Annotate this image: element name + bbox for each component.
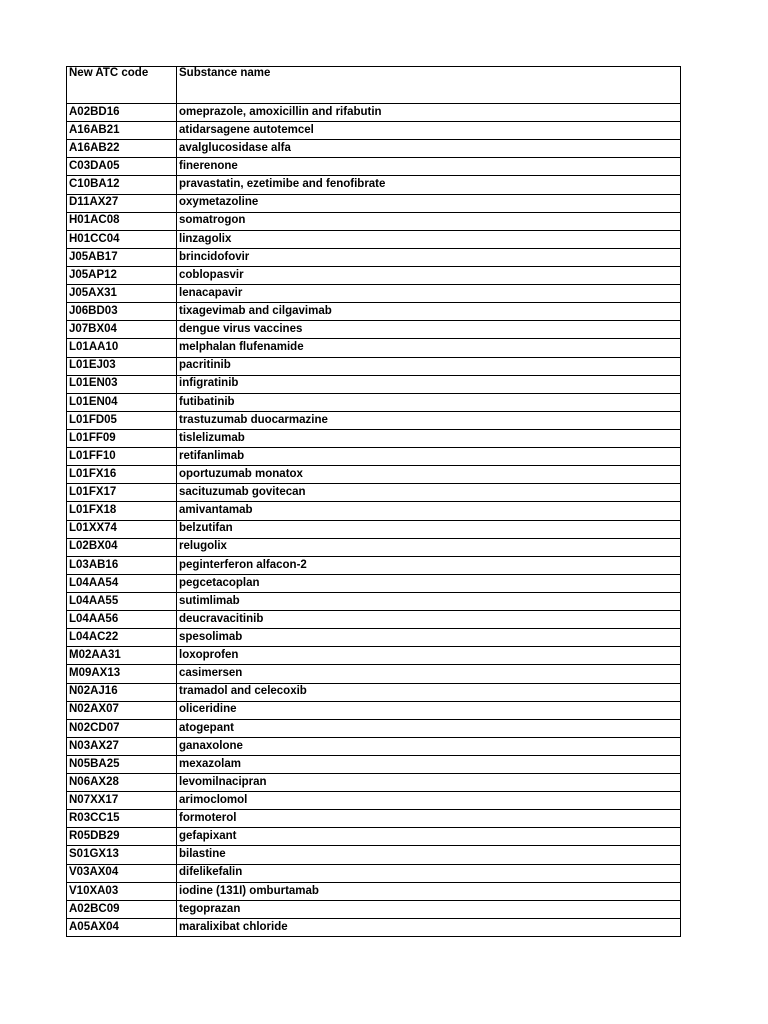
substance-name-cell: coblopasvir (177, 266, 681, 284)
atc-code-cell: C10BA12 (67, 176, 177, 194)
atc-code-cell: L02BX04 (67, 538, 177, 556)
table-row (67, 882, 681, 900)
atc-code-cell: A05AX04 (67, 918, 177, 936)
table-row (67, 520, 681, 538)
table-row (67, 918, 681, 936)
atc-code-cell: R05DB29 (67, 828, 177, 846)
substance-name-cell: maralixibat chloride (177, 918, 681, 936)
atc-code-cell: L01AA10 (67, 339, 177, 357)
atc-code-cell: L01FF09 (67, 429, 177, 447)
substance-name-cell: atogepant (177, 719, 681, 737)
substance-name-cell: pravastatin, ezetimibe and fenofibrate (177, 176, 681, 194)
substance-name-cell: atidarsagene autotemcel (177, 122, 681, 140)
table-row (67, 303, 681, 321)
atc-code-cell: L01FF10 (67, 448, 177, 466)
substance-name-cell: arimoclomol (177, 792, 681, 810)
atc-code-cell: R03CC15 (67, 810, 177, 828)
atc-code-cell: J05AB17 (67, 248, 177, 266)
substance-name-cell: tislelizumab (177, 429, 681, 447)
substance-name-cell: melphalan flufenamide (177, 339, 681, 357)
substance-name-cell: finerenone (177, 158, 681, 176)
substance-name-cell: pegcetacoplan (177, 574, 681, 592)
table-row (67, 411, 681, 429)
substance-name-cell: omeprazole, amoxicillin and rifabutin (177, 104, 681, 122)
atc-code-cell: L01XX74 (67, 520, 177, 538)
table-row (67, 810, 681, 828)
table-row (67, 900, 681, 918)
substance-name-cell: dengue virus vaccines (177, 321, 681, 339)
atc-code-cell: N05BA25 (67, 755, 177, 773)
atc-code-cell: L01FD05 (67, 411, 177, 429)
atc-code-cell: A02BD16 (67, 104, 177, 122)
substance-name-cell: difelikefalin (177, 864, 681, 882)
table-row (67, 792, 681, 810)
table-row (67, 665, 681, 683)
table-row (67, 104, 681, 122)
substance-name-cell: tixagevimab and cilgavimab (177, 303, 681, 321)
substance-name-cell: peginterferon alfacon-2 (177, 556, 681, 574)
atc-code-cell: L01EN04 (67, 393, 177, 411)
table-row (67, 864, 681, 882)
atc-code-cell: J07BX04 (67, 321, 177, 339)
table-row (67, 774, 681, 792)
atc-code-cell: L01EN03 (67, 375, 177, 393)
table-row (67, 611, 681, 629)
atc-code-cell: V03AX04 (67, 864, 177, 882)
table-body (67, 104, 681, 937)
table-row (67, 466, 681, 484)
atc-code-cell: L01EJ03 (67, 357, 177, 375)
table-row (67, 393, 681, 411)
table-row (67, 212, 681, 230)
atc-code-cell: S01GX13 (67, 846, 177, 864)
substance-name-cell: bilastine (177, 846, 681, 864)
table-row (67, 592, 681, 610)
atc-code-cell: M09AX13 (67, 665, 177, 683)
table-row (67, 339, 681, 357)
table-row (67, 194, 681, 212)
table-row (67, 357, 681, 375)
substance-name-cell: tramadol and celecoxib (177, 683, 681, 701)
substance-name-cell: retifanlimab (177, 448, 681, 466)
atc-code-cell: J05AX31 (67, 285, 177, 303)
table-row (67, 248, 681, 266)
table-row (67, 448, 681, 466)
table-row (67, 629, 681, 647)
atc-code-cell: V10XA03 (67, 882, 177, 900)
substance-name-cell: oliceridine (177, 701, 681, 719)
substance-name-cell: sacituzumab govitecan (177, 484, 681, 502)
header-atc-code: New ATC code (67, 67, 177, 104)
atc-code-cell: L04AA54 (67, 574, 177, 592)
substance-name-cell: deucravacitinib (177, 611, 681, 629)
atc-code-cell: L04AA56 (67, 611, 177, 629)
substance-name-cell: trastuzumab duocarmazine (177, 411, 681, 429)
atc-code-cell: N06AX28 (67, 774, 177, 792)
substance-name-cell: relugolix (177, 538, 681, 556)
substance-name-cell: tegoprazan (177, 900, 681, 918)
table-row (67, 755, 681, 773)
substance-name-cell: infigratinib (177, 375, 681, 393)
table-row (67, 647, 681, 665)
substance-name-cell: pacritinib (177, 357, 681, 375)
substance-name-cell: brincidofovir (177, 248, 681, 266)
atc-code-cell: N07XX17 (67, 792, 177, 810)
table-row (67, 375, 681, 393)
substance-name-cell: amivantamab (177, 502, 681, 520)
substance-name-cell: loxoprofen (177, 647, 681, 665)
atc-code-cell: H01AC08 (67, 212, 177, 230)
table-row (67, 230, 681, 248)
atc-code-cell: M02AA31 (67, 647, 177, 665)
atc-code-cell: L01FX16 (67, 466, 177, 484)
table-row (67, 176, 681, 194)
atc-code-cell: J05AP12 (67, 266, 177, 284)
substance-name-cell: ganaxolone (177, 737, 681, 755)
atc-code-cell: J06BD03 (67, 303, 177, 321)
atc-code-cell: H01CC04 (67, 230, 177, 248)
atc-code-cell: L04AC22 (67, 629, 177, 647)
substance-name-cell: gefapixant (177, 828, 681, 846)
atc-code-cell: N03AX27 (67, 737, 177, 755)
substance-name-cell: linzagolix (177, 230, 681, 248)
table-row (67, 140, 681, 158)
table-row (67, 122, 681, 140)
substance-name-cell: levomilnacipran (177, 774, 681, 792)
substance-name-cell: mexazolam (177, 755, 681, 773)
table-row (67, 429, 681, 447)
substance-name-cell: belzutifan (177, 520, 681, 538)
atc-code-cell: C03DA05 (67, 158, 177, 176)
atc-code-cell: D11AX27 (67, 194, 177, 212)
substance-name-cell: avalglucosidase alfa (177, 140, 681, 158)
substance-name-cell: futibatinib (177, 393, 681, 411)
substance-name-cell: casimersen (177, 665, 681, 683)
table-row (67, 556, 681, 574)
atc-code-cell: L01FX17 (67, 484, 177, 502)
atc-code-cell: A16AB21 (67, 122, 177, 140)
atc-code-cell: A02BC09 (67, 900, 177, 918)
atc-code-cell: L03AB16 (67, 556, 177, 574)
substance-name-cell: somatrogon (177, 212, 681, 230)
atc-code-cell: L04AA55 (67, 592, 177, 610)
table-row (67, 719, 681, 737)
substance-name-cell: oportuzumab monatox (177, 466, 681, 484)
table-row (67, 502, 681, 520)
atc-code-cell: L01FX18 (67, 502, 177, 520)
substance-name-cell: spesolimab (177, 629, 681, 647)
atc-code-cell: N02CD07 (67, 719, 177, 737)
substance-name-cell: oxymetazoline (177, 194, 681, 212)
substance-name-cell: sutimlimab (177, 592, 681, 610)
table-row (67, 538, 681, 556)
header-substance-name: Substance name (177, 67, 681, 104)
table-row (67, 737, 681, 755)
substance-name-cell: iodine (131I) omburtamab (177, 882, 681, 900)
table-row (67, 285, 681, 303)
table-row (67, 574, 681, 592)
table-row (67, 701, 681, 719)
atc-code-cell: A16AB22 (67, 140, 177, 158)
table-row (67, 846, 681, 864)
table-row (67, 484, 681, 502)
table-row (67, 266, 681, 284)
table-row (67, 158, 681, 176)
table-row (67, 683, 681, 701)
table-header-row (67, 67, 681, 104)
substance-name-cell: lenacapavir (177, 285, 681, 303)
atc-code-table (66, 66, 681, 937)
atc-code-cell: N02AJ16 (67, 683, 177, 701)
table-row (67, 828, 681, 846)
atc-code-sheet (66, 66, 680, 937)
table-row (67, 321, 681, 339)
atc-code-cell: N02AX07 (67, 701, 177, 719)
substance-name-cell: formoterol (177, 810, 681, 828)
